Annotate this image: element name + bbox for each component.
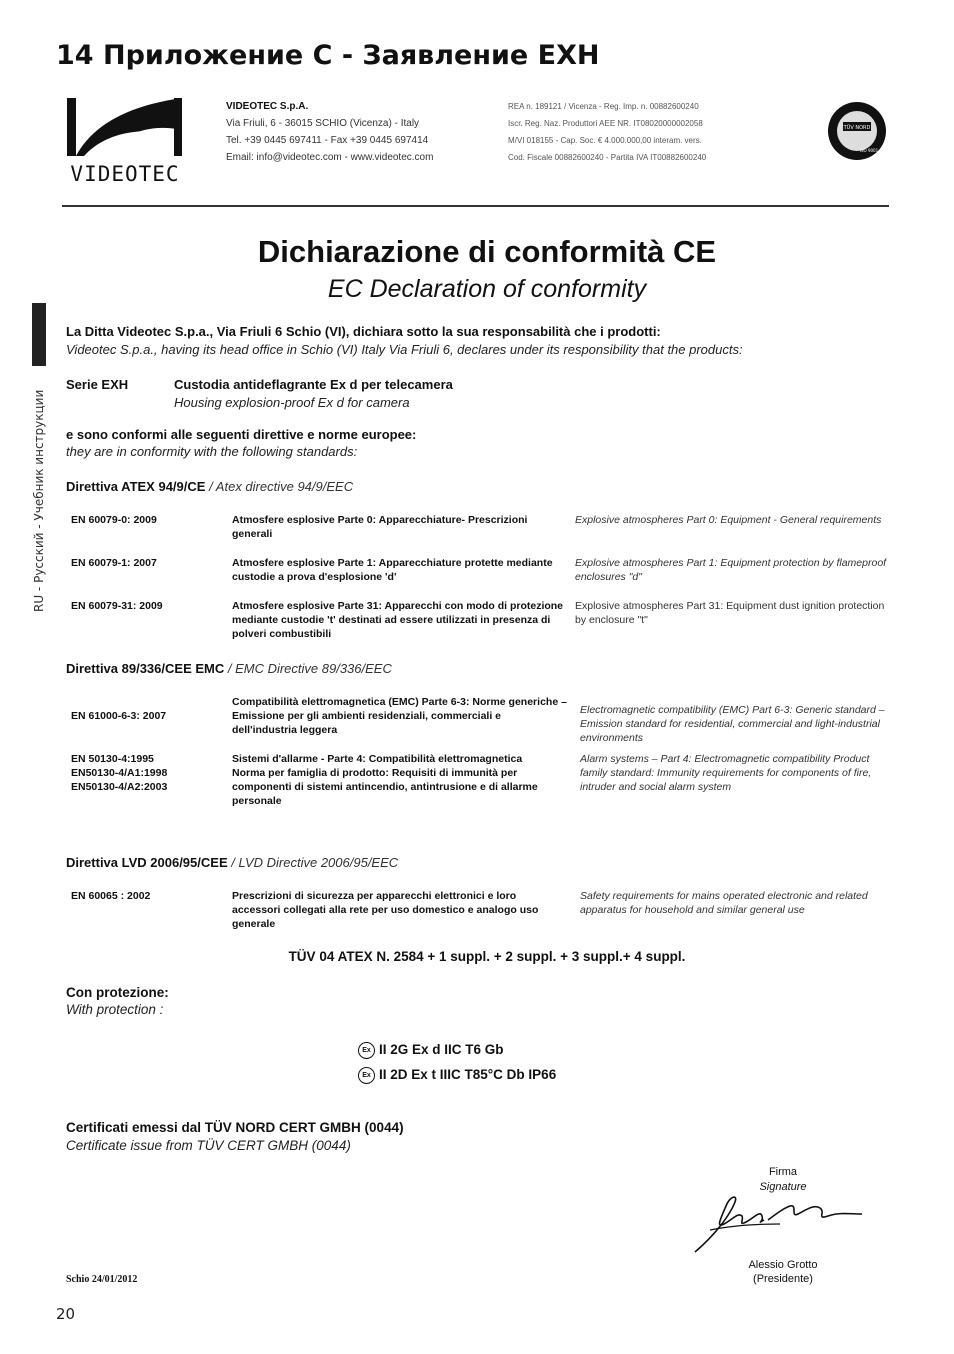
directive-heading (66, 661, 392, 676)
standard-code: EN 60065 : 2002 (71, 890, 151, 902)
issuing-body-it: Certificati emessi dal TÜV NORD CERT GMBH (0044) (66, 1120, 404, 1135)
standard-description-en: Electromagnetic compatibility (EMC) Part 6-3: Generic standard – Emission standard for residential, commercial and light-industrial environments (580, 704, 885, 744)
atex-certificate-number: TÜV 04 ATEX N. 2584 + 1 suppl. + 2 suppl. + 3 suppl.+ 4 suppl. (288, 949, 686, 964)
company-email: Email: info@videotec.com - www.videotec.com (226, 152, 434, 163)
intro-en: Videotec S.p.a., having its head office in Schio (VI) Italy Via Friuli 6, declares under its responsibility that the products: (66, 342, 743, 357)
conformity-statement-en: they are in conformity with the following standards: (66, 444, 358, 459)
signature-label-it: Firma (768, 1166, 798, 1178)
standard-description-it: Prescrizioni di sicurezza per apparecchi elettronici e loro accessori collegati alla rete per uso domestico e analogo uso generale (232, 890, 539, 930)
conformity-statement-it: e sono conformi alle seguenti direttive e norme europee: (66, 427, 417, 442)
standard-description-en: Explosive atmospheres Part 1: Equipment protection by flameproof enclosures "d" (575, 557, 887, 583)
handwritten-signature (690, 1190, 870, 1260)
reg-line: Cod. Fiscale 00882600240 - Partita IVA IT00882600240 (508, 153, 707, 162)
protection-code-dust (358, 1067, 556, 1084)
declaration-title: Dichiarazione di conformità CE (257, 234, 717, 269)
intro-it: La Ditta Videotec S.p.a., Via Friuli 6 Schio (VI), dichiara sotto la sua responsabilità che i prodotti: (66, 324, 661, 339)
standard-code: EN 60079-1: 2007 (71, 557, 157, 569)
standard-description-it: Compatibilità elettromagnetica (EMC) Parte 6-3: Norme generiche – Emissione per gli ambienti residenziali, commerciali e dell'industria leggera (232, 696, 567, 736)
series-description-en: Housing explosion-proof Ex d for camera (174, 395, 410, 410)
directive-heading (66, 855, 398, 870)
tuv-certification-seal (826, 100, 888, 162)
ex-marking-icon: Ex (358, 1042, 375, 1059)
signature-label-en: Signature (759, 1181, 807, 1193)
reg-line: Iscr. Reg. Naz. Produttori AEE NR. IT08020000002058 (508, 119, 703, 128)
reg-line: M/VI 018155 - Cap. Soc. € 4.000.000,00 interam. vers. (508, 136, 702, 145)
standard-description-it: Sistemi d'allarme - Parte 4: Compatibilità elettromagnetica Norma per famiglia di prodotto: Requisiti di immunità per componenti di sistemi antincendio, antintrusione e di allarme personale (232, 753, 538, 807)
standard-description-it: Atmosfere esplosive Parte 1: Apparecchiature protette mediante custodie a prova d'esplosione 'd' (232, 557, 553, 583)
standard-code: EN 50130-4:1995 EN50130-4/A1:1998 EN50130-4/A2:2003 (71, 753, 168, 793)
directive-heading-en: / LVD Directive 2006/95/EEC (227, 855, 399, 870)
certification-seal-icon (826, 100, 888, 162)
protection-label-it: Con protezione: (66, 985, 169, 1000)
protection-label-en: With protection : (66, 1002, 164, 1017)
standard-description-en: Alarm systems – Part 4: Electromagnetic compatibility Product family standard: Immunity requirements for components of fire, intruder and social alarm system (580, 753, 872, 793)
signature-scribble (690, 1190, 870, 1260)
standard-code: EN 60079-0: 2009 (71, 514, 157, 526)
standard-code: EN 61000-6-3: 2007 (71, 710, 167, 722)
directive-heading-it: Direttiva ATEX 94/9/CE (66, 479, 206, 494)
sidebar-language-label: RU - Русский - Учебник инструкции (32, 389, 46, 612)
ex-marking-icon: Ex (358, 1067, 375, 1084)
directive-heading-it: Direttiva LVD 2006/95/CEE (66, 855, 228, 870)
standard-description-it: Atmosfere esplosive Parte 31: Apparecchi con modo di protezione mediante custodie 't' destinati ad essere utilizzati in presenza di polveri combustibili (232, 600, 564, 640)
company-info (226, 98, 433, 166)
company-address: Via Friuli, 6 - 36015 SCHIO (Vicenza) - Italy (226, 118, 420, 129)
videotec-logo (64, 96, 186, 192)
company-phone: Tel. +39 0445 697411 - Fax +39 0445 697414 (226, 135, 429, 146)
standard-description-en: Safety requirements for mains operated electronic and related apparatus for household and similar general use (580, 890, 868, 916)
page-title: 14 Приложение С - Заявление EXH (56, 40, 600, 71)
place-and-date: Schio 24/01/2012 (66, 1274, 138, 1285)
standard-code: EN 60079-31: 2009 (71, 600, 163, 612)
reg-line: REA n. 189121 / Vicenza - Reg. Imp. n. 00882600240 (508, 102, 699, 111)
protection-code-text: II 2G Ex d IIC T6 Gb (379, 1042, 504, 1058)
series-description-it: Custodia antideflagrante Ex d per telecamera (174, 377, 453, 392)
issuing-body-en: Certificate issue from TÜV CERT GMBH (0044) (66, 1138, 351, 1153)
signer-role: (Presidente) (753, 1273, 813, 1285)
seal-iso-text: ISO 9001 (859, 148, 879, 153)
directive-heading-it: Direttiva 89/336/CEE EMC (66, 661, 225, 676)
series-label: Serie EXH (66, 377, 129, 392)
standard-description-en: Explosive atmospheres Part 0: Equipment - General requirements (575, 514, 882, 526)
directive-heading (66, 479, 353, 494)
seal-brand-text: TÜV NORD (843, 125, 871, 131)
sidebar-marker (32, 303, 46, 366)
directive-heading-en: / EMC Directive 89/336/EEC (224, 661, 392, 676)
protection-code-text: II 2D Ex t IIIC T85°C Db IP66 (379, 1067, 557, 1083)
signer-name: Alessio Grotto (748, 1259, 818, 1271)
logo-wordmark: VIDEOTEC (70, 162, 180, 186)
standard-description-en: Explosive atmospheres Part 31: Equipment dust ignition protection by enclosure "t" (575, 600, 885, 626)
directive-heading-en: / Atex directive 94/9/EEC (205, 479, 354, 494)
letterhead-divider (62, 205, 889, 207)
declaration-subtitle: EC Declaration of conformity (327, 275, 647, 303)
protection-code-gas (358, 1042, 504, 1059)
registration-info (508, 98, 706, 166)
company-name: VIDEOTEC S.p.A. (226, 101, 309, 112)
page-number: 20 (56, 1305, 76, 1323)
standard-description-it: Atmosfere esplosive Parte 0: Apparecchiature- Prescrizioni generali (232, 514, 528, 540)
